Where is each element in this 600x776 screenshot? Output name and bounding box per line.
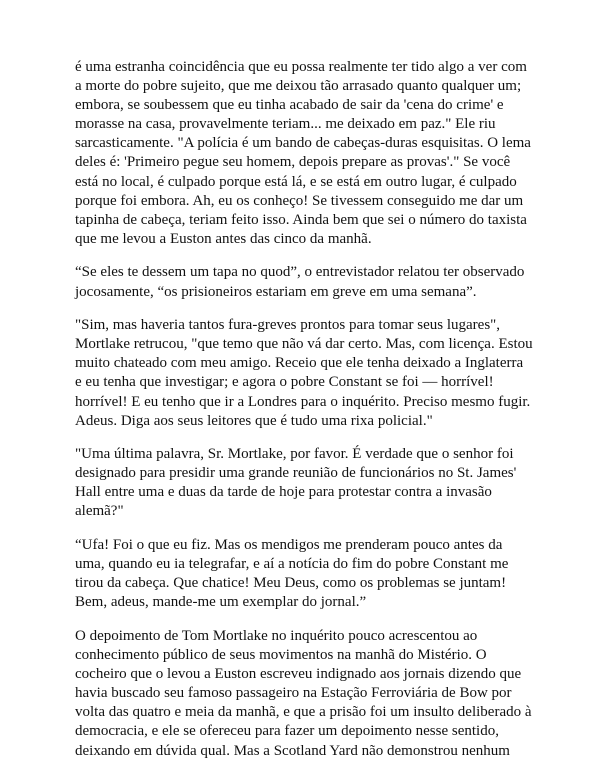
text-line: Adeus. Diga aos seus leitores que é tudo uma rixa policial." bbox=[75, 412, 433, 429]
text-line: deles é: 'Primeiro pegue seu homem, depois prepare as provas'." Se você bbox=[75, 154, 511, 171]
text-line: O depoimento de Tom Mortlake no inquérito pouco acrescentou ao bbox=[75, 627, 478, 644]
paragraph-4 bbox=[75, 445, 530, 521]
text-line: porque foi embora. Ah, eu os conheço! Se tivessem conseguido me dar um bbox=[75, 192, 524, 209]
paragraph-1 bbox=[75, 58, 530, 249]
text-line: embora, se soubessem que eu tinha acabado de sair da 'cena do crime' e bbox=[75, 97, 504, 114]
paragraph-3 bbox=[75, 316, 533, 431]
text-line: está no local, é culpado porque está lá, e se está em outro lugar, é culpado bbox=[75, 173, 517, 190]
text-line: havia buscado seu famoso passageiro na Estação Ferroviária de Bow por bbox=[75, 685, 512, 702]
text-line: “Se eles te dessem um tapa no quod”, o entrevistador relatou ter observado bbox=[75, 264, 525, 281]
text-line: tapinha de cabeça, teriam feito isso. Ainda bem que sei o número do taxista bbox=[75, 211, 527, 228]
paragraph-5 bbox=[75, 536, 530, 612]
text-line: Hall entre uma e duas da tarde de hoje para protestar contra a invasão bbox=[75, 484, 492, 501]
text-line: uma, quando eu ia telegrafar, e aí a notícia do fim do pobre Constant me bbox=[75, 556, 509, 573]
text-line: horrível! E eu tenho que ir a Londres para o inquérito. Preciso mesmo fugir. bbox=[75, 393, 531, 410]
paragraph-6 bbox=[75, 627, 530, 761]
text-line: designado para presidir uma grande reunião de funcionários no St. James' bbox=[75, 465, 517, 482]
text-line: a morte do pobre sujeito, que me deixou tão arrasado quanto qualquer um; bbox=[75, 78, 522, 95]
text-line: alemã?" bbox=[75, 503, 124, 520]
text-line: é uma estranha coincidência que eu possa realmente ter tido algo a ver com bbox=[75, 59, 527, 75]
text-line: "Sim, mas haveria tantos fura-greves prontos para tomar seus lugares", bbox=[75, 317, 501, 334]
text-line: muito chateado com meu amigo. Receio que ele tenha deixado a Inglaterra bbox=[75, 355, 524, 372]
text-line: tirou da cabeça. Que chatice! Meu Deus, como os problemas se juntam! bbox=[75, 575, 507, 592]
text-line: jocosamente, “os prisioneiros estariam em greve em uma semana”. bbox=[75, 283, 477, 300]
text-line: "Uma última palavra, Sr. Mortlake, por favor. É verdade que o senhor foi bbox=[75, 446, 514, 463]
text-line: Bem, adeus, mande-me um exemplar do jornal.” bbox=[75, 594, 367, 611]
body-text bbox=[75, 58, 533, 775]
text-line: que me levou a Euston antes das cinco da manhã. bbox=[75, 230, 372, 247]
text-line: morasse na casa, provavelmente teriam... me deixado em paz." Ele riu bbox=[75, 116, 496, 133]
text-line: Mortlake retrucou, "que temo que não vá dar certo. Mas, com licença. Estou bbox=[75, 336, 533, 353]
text-line: cocheiro que o levou a Euston escreveu indignado aos jornais dizendo que bbox=[75, 666, 522, 683]
text-line: conhecimento público de seus movimentos na manhã do Mistério. O bbox=[75, 647, 487, 664]
text-line: volta das quatro e meia da manhã, e que a prisão foi um insulto deliberado à bbox=[75, 704, 532, 721]
paragraph-2 bbox=[75, 263, 530, 301]
text-line: e eu tenha que investigar; e agora o pobre Constant se foi — horrível! bbox=[75, 374, 494, 391]
text-line: “Ufa! Foi o que eu fiz. Mas os mendigos me prenderam pouco antes da bbox=[75, 537, 503, 554]
text-line: deixando em dúvida qual. Mas a Scotland Yard não demonstrou nenhum bbox=[75, 742, 510, 759]
text-line: democracia, e ele se ofereceu para fazer um depoimento nesse sentido, bbox=[75, 723, 499, 740]
text-line: sarcasticamente. "A polícia é um bando de cabeças-duras esquisitas. O lema bbox=[75, 135, 531, 152]
